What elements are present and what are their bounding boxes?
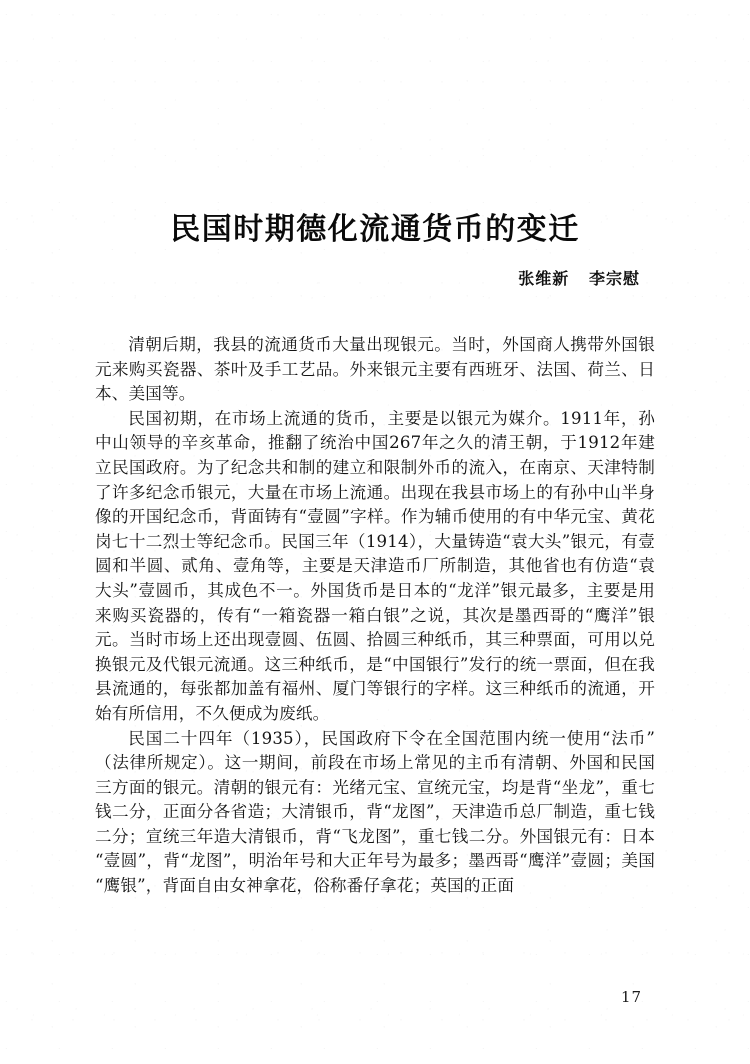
- author-byline: 张维新 李宗慰: [518, 269, 640, 288]
- paragraph-3: 民国二十四年（1935），民国政府下令在全国范围内统一使用“法币”（法律所规定）。这一期间，前段在市场上常见的主币有清朝、外国和民国三方面的银元。清朝的银元有：光绪元宝、宣统元宝，均是背“坐龙”，重七钱二分，正面分各省造；大清银币，背“龙图”，天津造币总厂制造，重七钱二分；宣统三年造大清银币，背“飞龙图”，重七钱二分。外国银元有：日本“壹圆”，背“龙图”，明治年号和大正年号为最多；墨西哥“鹰洋”壹圆；美国“鹰银”，背面自由女神拿花，俗称番仔拿花；英国的正面: [95, 728, 655, 896]
- page-title: 民国时期德化流通货币的变迁: [170, 212, 580, 248]
- paragraph-1: 清朝后期，我县的流通货币大量出现银元。当时，外国商人携带外国银元来购买瓷器、茶叶及手工艺品。外来银元主要有西班牙、法国、荷兰、日本、美国等。: [95, 335, 655, 404]
- paragraph-2: 民国初期，在市场上流通的货币，主要是以银元为媒介。1911年，孙中山领导的辛亥革命，推翻了统治中国267年之久的清王朝，于1912年建立民国政府。为了纪念共和制的建立和限制外币的流入，在南京、天津特制了许多纪念币银元，大量在市场上流通。出现在我县市场上的有孙中山半身像的开国纪念币，背面铸有“壹圆”字样。作为辅币使用的有中华元宝、黄花岗七十二烈士等纪念币。民国三年（1914），大量铸造“袁大头”银元，有壹圆和半圆、贰角、壹角等，主要是天津造币厂所制造，其他省也有仿造“袁大头”壹圆币，其成色不一。外国货币是日本的“龙洋”银元最多，主要是用来购买瓷器的，传有“一箱瓷器一箱白银”之说，其次是墨西哥的“鹰洋”银元。当时市场上还出现壹圆、伍圆、拾圆三种纸币，其三种票面，可用以兑换银元及代银元流通。这三种纸币，是“中国银行”发行的统一票面，但在我县流通的，每张都加盖有福州、厦门等银行的字样。这三种纸币的流通，开始有所信用，不久便成为废纸。: [95, 408, 655, 723]
- page-number: 17: [621, 988, 643, 1006]
- article-body: [95, 333, 655, 899]
